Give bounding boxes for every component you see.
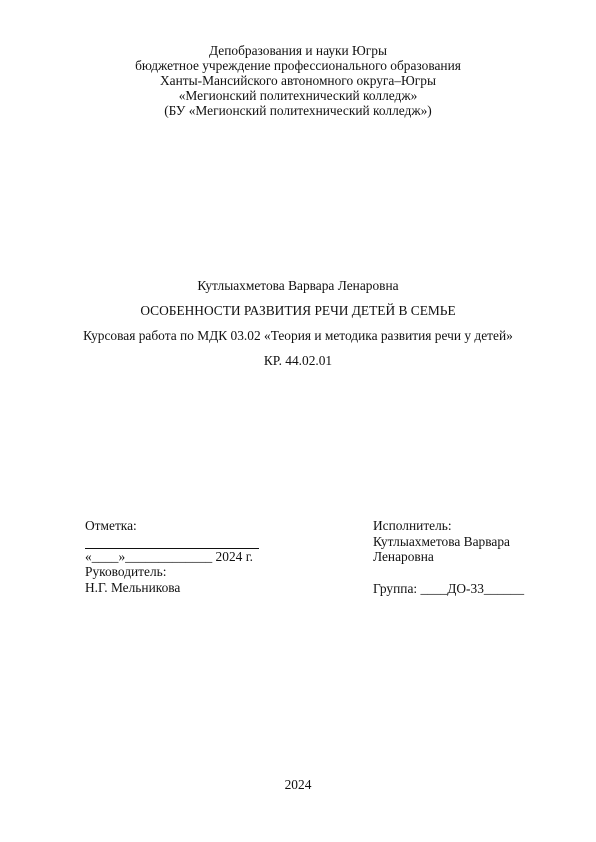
supervisor-name: Н.Г. Мельникова [85,579,181,595]
executor-name-line-2: Ленаровна [373,549,434,564]
document-year: 2024 [284,777,312,792]
date-line: «____»_____________ 2024 г. [85,548,254,564]
title-block [0,278,596,368]
supervisor-label: Руководитель: [85,564,167,579]
work-code: КР. 44.02.01 [263,353,333,368]
grade-block [85,518,315,595]
course-description: Курсовая работа по МДК 03.02 «Теория и методика развития речи у детей» [83,328,513,343]
header-line-5: (БУ «Мегионский политехнический колледж») [164,103,432,118]
header-line-1: Депобразования и науки Югры [209,43,387,58]
executor-label: Исполнитель: [373,518,452,533]
work-topic: ОСОБЕННОСТИ РАЗВИТИЯ РЕЧИ ДЕТЕЙ В СЕМЬЕ [140,303,456,318]
executor-name-line-1: Кутлыахметова Варвара [373,533,510,549]
header-line-2: бюджетное учреждение профессионального образования [135,58,461,73]
author-name: Кутлыахметова Варвара Ленаровна [197,278,399,293]
group-line: Группа: ____ДО-33______ [373,580,525,596]
executor-block [373,518,563,596]
institution-header [0,43,596,118]
header-line-4: «Мегионский политехнический колледж» [178,88,418,103]
grade-label: Отметка: [85,518,137,533]
header-line-3: Ханты-Мансийского автономного округа–Югры [160,73,436,88]
grade-blank-line [85,534,259,549]
